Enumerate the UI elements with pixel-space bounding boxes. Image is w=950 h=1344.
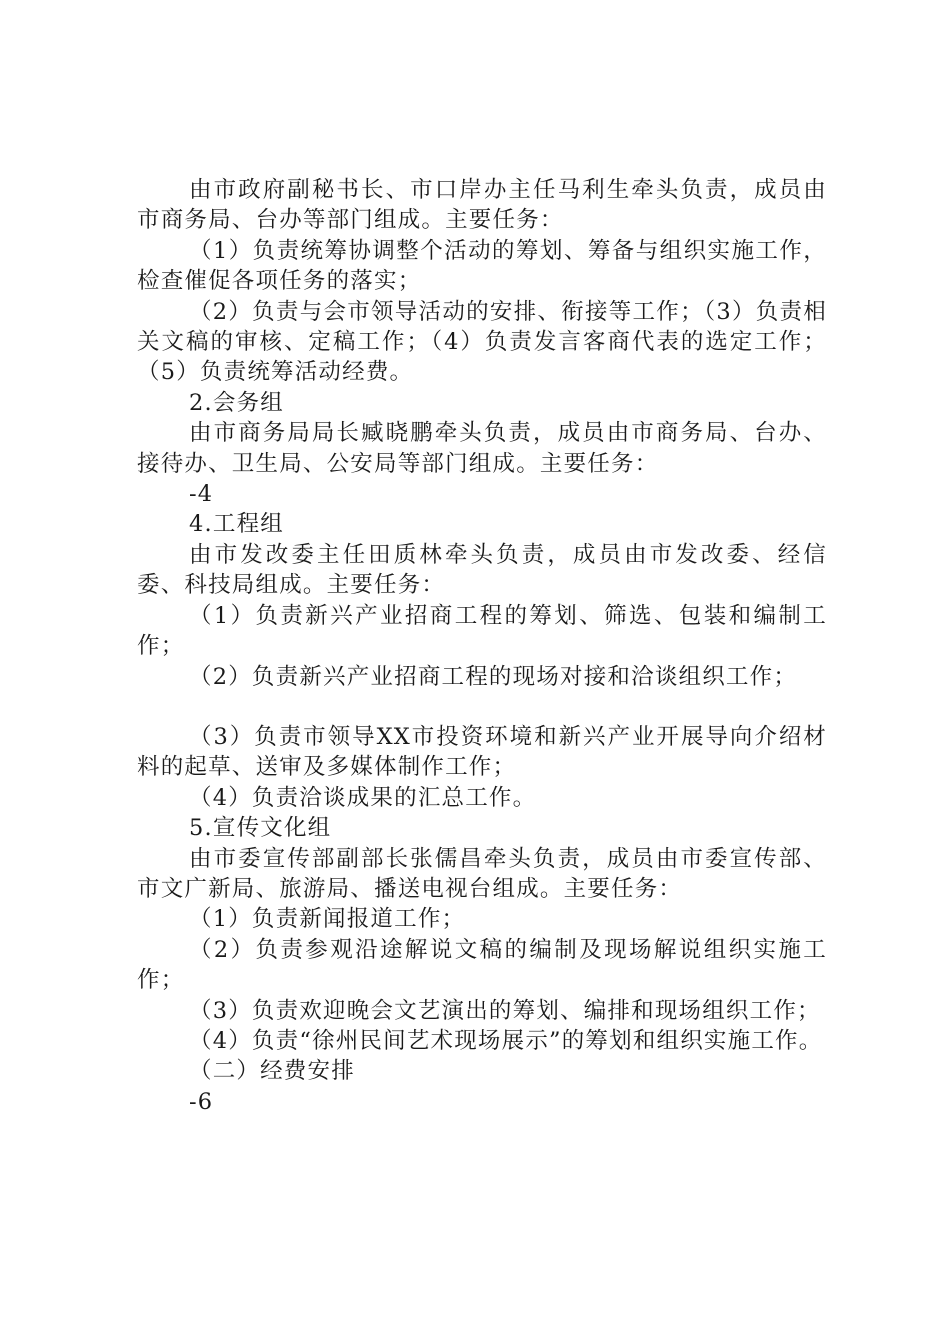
paragraph-engineering-group: 由市发改委主任田质林牵头负责，成员由市发改委、经信委、科技局组成。主要任务：: [137, 541, 827, 599]
paragraph-publicity-group: 由市委宣传部副部长张儒昌牵头负责，成员由市委宣传部、市文广新局、旅游局、播送电视台组成。主要任务：: [137, 845, 827, 902]
heading-publicity-group: 5.宣传文化组: [189, 815, 332, 842]
paragraph-conference-group: 由市商务局局长臧晓鹏牵头负责，成员由市商务局、台办、接待办、卫生局、公安局等部门组成。主要任务：: [137, 420, 827, 477]
page-marker-4: -4: [189, 481, 214, 508]
paragraph-publicity-task-4: （4）负责“徐州民间艺术现场展示”的筹划和组织实施工作。: [189, 1027, 823, 1054]
paragraph-engineering-task-4: （4）负责洽谈成果的汇总工作。: [189, 784, 537, 811]
paragraph-task-1: （1）负责统筹协调整个活动的筹划、筹备与组织实施工作，检查催促各项任务的落实；: [137, 237, 827, 295]
paragraph-engineering-task-2: （2）负责新兴产业招商工程的现场对接和洽谈组织工作；: [189, 663, 798, 690]
document-body: [137, 175, 827, 1117]
paragraph-intro-secretariat: 由市政府副秘书长、市口岸办主任马利生牵头负责，成员由市商务局、台办等部门组成。主要任务：: [137, 177, 827, 234]
paragraph-engineering-task-1: （1）负责新兴产业招商工程的筹划、筛选、包装和编制工作；: [137, 602, 827, 660]
paragraph-publicity-task-1: （1）负责新闻报道工作；: [189, 906, 466, 933]
paragraph-task-2-5: （2）负责与会市领导活动的安排、衔接等工作；（3）负责相关文稿的审核、定稿工作；（4）负责发言客商代表的选定工作；（5）负责统筹活动经费。: [137, 298, 827, 386]
heading-budget: （二）经费安排: [189, 1058, 355, 1085]
heading-engineering-group: 4.工程组: [189, 511, 284, 538]
page-marker-6: -6: [189, 1088, 214, 1115]
heading-conference-group: 2.会务组: [189, 389, 284, 416]
paragraph-publicity-task-3: （3）负责欢迎晚会文艺演出的筹划、编排和现场组织工作；: [189, 997, 821, 1024]
paragraph-engineering-task-3: （3）负责市领导XX市投资环境和新兴产业开展导向介绍材料的起草、送审及多媒体制作工作；: [137, 723, 827, 781]
paragraph-publicity-task-2: （2）负责参观沿途解说文稿的编制及现场解说组织实施工作；: [137, 936, 827, 994]
